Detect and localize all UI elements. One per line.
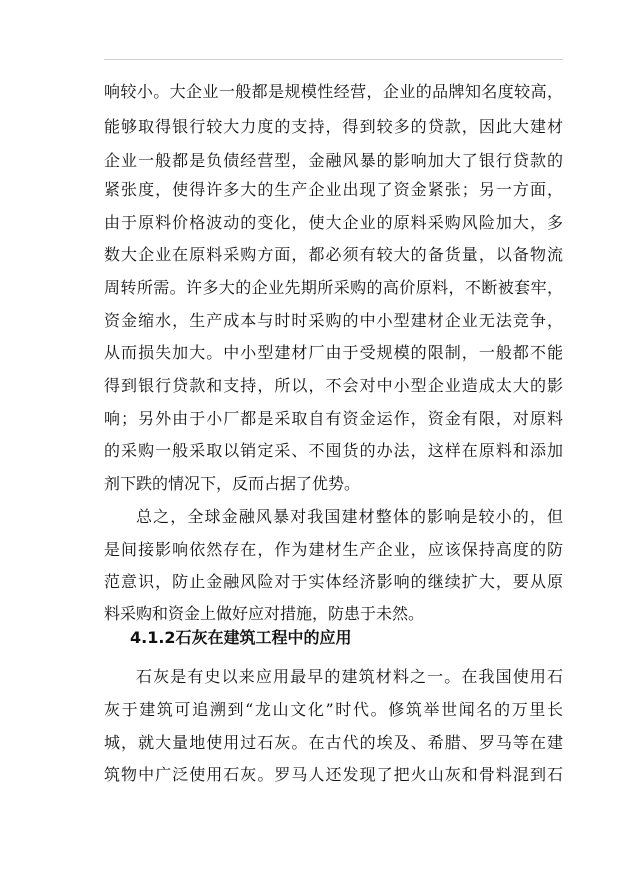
paragraph-3-line-3: 城，就大量地使用过石灰。在古代的埃及、希腊、罗马等在建	[104, 733, 563, 752]
paragraph-1-line-3: 企业一般都是负债经营型，金融风暴的影响加大了银行贷款的	[104, 151, 563, 170]
paragraph-2-line-4: 料采购和资金上做好应对措施，防患于未然。	[104, 604, 425, 623]
paragraph-1-line-2: 能够取得银行较大力度的支持，得到较多的贷款，因此大建材	[104, 117, 563, 136]
paragraph-2-line-1: 总之，全球金融风暴对我国建材整体的影响是较小的，但	[136, 507, 563, 526]
paragraph-1-line-4: 紧张度，使得许多大的生产企业出现了资金紧张；另一方面，	[104, 180, 563, 199]
section-heading: 4.1.2石灰在建筑工程中的应用	[130, 628, 352, 647]
paragraph-2-line-3: 范意识，防止金融风险对于实体经济影响的继续扩大，要从原	[104, 572, 563, 591]
paragraph-3-line-4: 筑物中广泛使用石灰。罗马人还发现了把火山灰和骨料混到石	[104, 765, 563, 784]
paragraph-1-line-10: 得到银行贷款和支持，所以，不会对中小型企业造成太大的影	[104, 376, 563, 395]
paragraph-1-line-6: 数大企业在原料采购方面，都必须有较大的备货量，以备物流	[104, 245, 563, 264]
paragraph-3-line-2: 灰于建筑可追溯到“龙山文化”时代。修筑举世闻名的万里长	[104, 700, 563, 719]
paragraph-1-line-1: 响较小。大企业一般都是规模性经营，企业的品牌知名度较高，	[104, 82, 563, 101]
paragraph-3-line-1: 石灰是有史以来应用最早的建筑材料之一。在我国使用石	[136, 667, 563, 686]
paragraph-1-line-12: 的采购一般采取以销定采、不囤货的办法，这样在原料和添加	[104, 441, 563, 460]
header-rule	[104, 59, 563, 60]
paragraph-1-line-5: 由于原料价格波动的变化，使大企业的原料采购风险加大，多	[104, 213, 563, 232]
paragraph-2-line-2: 是间接影响依然存在，作为建材生产企业，应该保持高度的防	[104, 540, 563, 559]
paragraph-1-line-7: 周转所需。许多大的企业先期所采购的高价原料，不断被套牢，	[104, 278, 563, 297]
paragraph-1-line-8: 资金缩水，生产成本与时时采购的中小型建材企业无法竞争，	[104, 311, 563, 330]
paragraph-1-line-9: 从而损失加大。中小型建材厂由于受规模的限制，一般都不能	[104, 343, 563, 362]
paragraph-1-line-11: 响；另外由于小厂都是采取自有资金运作，资金有限，对原料	[104, 409, 563, 428]
paragraph-1-line-13: 剂下跌的情况下，反而占据了优势。	[104, 474, 361, 493]
